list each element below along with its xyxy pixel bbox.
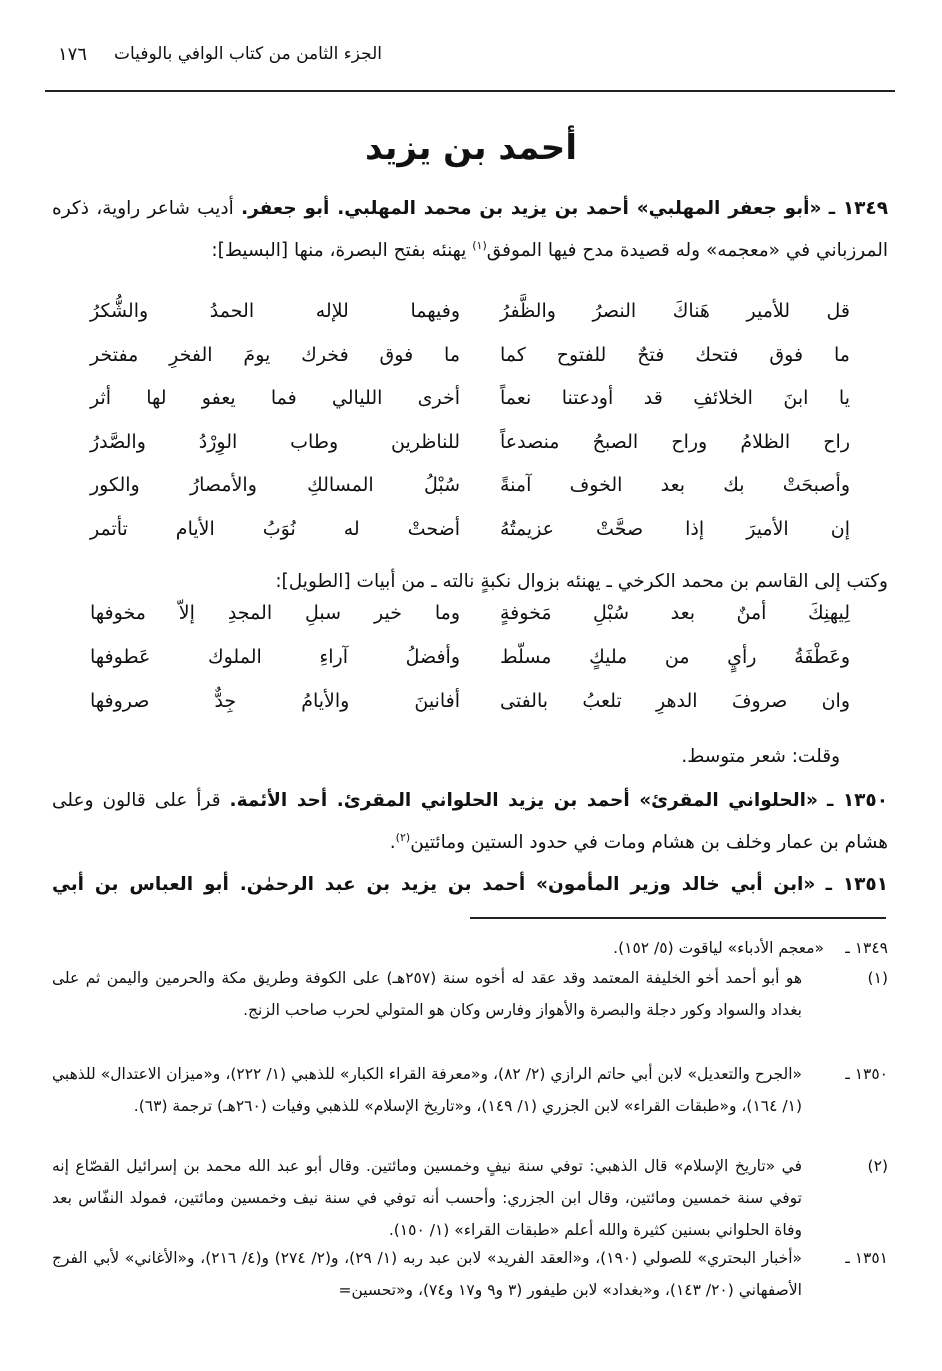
footnote-text: «أخبار البحتري» للصولي (١٩٠)، و«العقد الفريد» لابن عبد ربه (١/ ٢٩)، و(٢/ ٢٧٤) و(٤/ ٢١٦)، و«الأغاني» لأبي الفرج الأصفهاني (٢٠/ ١٤٣)، و«بغداد» لابن طيفور (٣ و٩ و١٧ و٧٤)، و«تحسين=	[52, 1249, 803, 1299]
verse-first-hemistich: إن الأميرَ إذا صحَّتْ عزيمتُهُ	[500, 517, 850, 540]
verse-first-hemistich: يا ابنَ الخلائفِ قد أودعتنا نعماً	[500, 387, 850, 409]
footnote-text: هو أبو أحمد أخو الخليفة المعتمد وقد عقد له أخوه سنة (٢٥٧هـ) على الكوفة وطريق مكة والحرمين واليمن ثم على بغداد والسواد وكور دجلة والبصرة والأهواز وفارس وكان هو المتولي لحرب صاحب الزنج.	[52, 969, 803, 1019]
verse-second-hemistich: أخرى الليالي فما يعفو لها أثر	[90, 387, 460, 409]
verse-first-hemistich: راح الظلامُ وراح الصبحُ منصدعاً	[500, 430, 850, 453]
verse-second-hemistich: أضحتْ له نُوَبُ الأيام تأتمر	[90, 517, 460, 540]
verse-line	[90, 646, 850, 689]
footnote-text: «الجرح والتعديل» لابن أبي حاتم الرازي (٢/ ٨٢)، و«معرفة القراء الكبار» للذهبي (١/ ٢٢٢)، و«ميزان الاعتدال» للذهبي (١/ ١٦٤)، و«طبقات القراء» لابن الجزري (١/ ١٤٩)، و«تاريخ الإسلام» للذهبي وفيات (٢٦٠هـ) ترجمة (٦٣).	[52, 1065, 803, 1115]
entry-heading: «الحلواني المقرئ» أحمد بن يزيد الحلواني المقرئ. أحد الأئمة.	[229, 790, 818, 811]
footnote	[52, 1058, 888, 1122]
entry-1349	[52, 190, 888, 269]
footnote-ref: (١)	[472, 239, 487, 252]
entry-text: أديب شاعر راوية، ذكره المرزباني في «معجمه» وله قصيدة مدح فيها الموفق	[52, 198, 888, 262]
entry-1350	[52, 782, 888, 861]
footnote	[52, 1150, 888, 1246]
footnote	[52, 932, 888, 964]
verse-second-hemistich: وفيهما للإله الحمدُ والشُّكرُ	[90, 300, 460, 322]
verse-second-hemistich: ما فوق فخرك يومَ الفخرِ مفتخر	[90, 343, 460, 366]
verse-second-hemistich: وما خير سبلِ المجدِ إلاّ مخوفها	[90, 602, 460, 624]
footnote-text: في «تاريخ الإسلام» قال الذهبي: توفي سنة نيفٍ وخمسين ومائتين. وقال أبو عبد الله محمد بن إسرائيل القصّاع إنه توفي سنة خمسين ومائتين، وقال ابن الجزري: وأحسب أنه توفي في سنة نيف وخمسين ومائتين، فمولد النفّاس بعد وفاة الحلواني بسنين كثيرة والله أعلم «طبقات القراء» (١/ ١٥٠).	[52, 1157, 802, 1239]
entry-text: يهنئه بفتح البصرة، منها [البسيط]:	[211, 240, 473, 262]
verse-line	[90, 690, 850, 733]
footnote-ref: (٢)	[395, 831, 411, 844]
verse-line	[90, 602, 850, 645]
verse-line	[90, 431, 850, 474]
entry-number: ١٣٤٩ ـ	[828, 198, 888, 219]
entry-1351	[52, 866, 888, 903]
footnote-number: (١)	[867, 969, 888, 987]
running-title: الجزء الثامن من كتاب الوافي بالوفيات	[114, 44, 382, 64]
verse-second-hemistich: للناظرين وطاب الوِرْدُ والصَّدرُ	[90, 430, 460, 453]
verse-line	[90, 387, 850, 430]
verse-first-hemistich: قل للأمير هَناكَ النصرُ والظَّفرُ	[500, 300, 850, 322]
poem-2-intro: وكتب إلى القاسم بن محمد الكرخي ـ يهنئه بزوال نكبةٍ نالته ـ من أبيات [الطويل]:	[275, 571, 888, 592]
verse-second-hemistich: وأفضلُ آراءِ الملوك عَطوفها	[90, 646, 460, 668]
verse-line	[90, 518, 850, 561]
entry-number: ١٣٥١ ـ	[825, 874, 889, 895]
entry-heading: «أبو جعفر المهلبي» أحمد بن يزيد بن محمد المهلبي. أبو جعفر.	[241, 198, 822, 219]
verse-first-hemistich: ما فوق فتحك فتحٌ للفتوح كما	[500, 343, 850, 366]
verse-second-hemistich: أفانينَ والأيامُ جِدٌّ صروفها	[90, 690, 460, 712]
verse-second-hemistich: سُبْلُ المسالكِ والأمصارُ والكور	[90, 474, 460, 496]
entry-heading: «ابن أبي خالد وزير المأمون» أحمد بن يزيد بن عبد الرحمٰن. أبو العباس بن أبي	[52, 874, 816, 895]
footnote	[52, 1242, 888, 1306]
verse-first-hemistich: وأصبحَتْ بك بعد الخوف آمنةً	[500, 474, 850, 496]
footnote-number: ١٣٥٠ ـ	[845, 1065, 888, 1083]
verse-line	[90, 300, 850, 343]
page-number: ١٧٦	[58, 44, 88, 65]
footnote-number: ١٣٤٩ ـ	[845, 939, 888, 957]
footnote	[52, 962, 888, 1026]
comment: وقلت: شعر متوسط.	[681, 746, 840, 767]
header-rule	[45, 90, 895, 92]
footnote-rule	[470, 917, 886, 919]
verse-line	[90, 344, 850, 387]
section-title: أحمد بن يزيد	[365, 128, 577, 168]
verse-line	[90, 474, 850, 517]
entry-number: ١٣٥٠ ـ	[826, 790, 889, 811]
verse-first-hemistich: لِيهنِكَ أمنٌ بعد سُبْلِ مَخوفةٍ	[500, 602, 850, 624]
verse-first-hemistich: وان صروفَ الدهرِ تلعبُ بالفتى	[500, 690, 850, 712]
footnote-text: «معجم الأدباء» لياقوت (٥/ ١٥٢).	[613, 939, 824, 957]
footnote-number: ١٣٥١ ـ	[845, 1249, 888, 1267]
footnote-number: (٢)	[867, 1157, 888, 1175]
verse-first-hemistich: وعَطْفَةُ رأيٍ من مليكٍ مسلّط	[500, 646, 850, 668]
entry-text: قرأ على قالون وعلى هشام بن عمار وخلف بن هشام ومات في حدود الستين ومائتين	[52, 790, 888, 854]
entry-text: .	[389, 832, 396, 854]
